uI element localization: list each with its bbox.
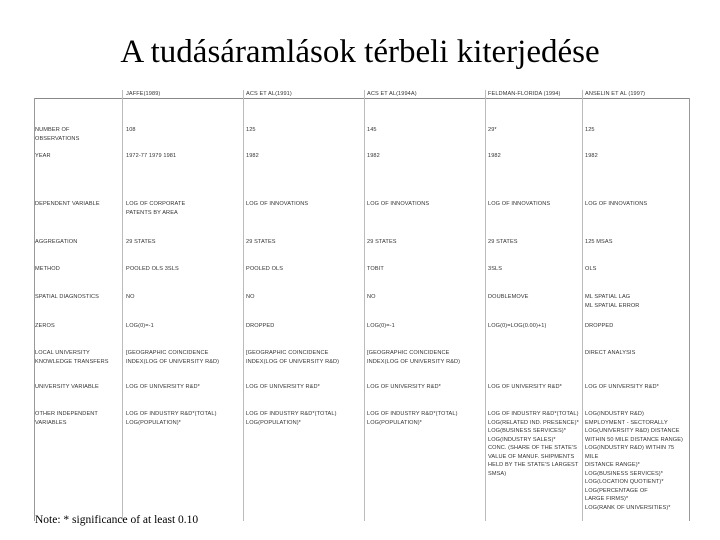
column-separator (582, 90, 583, 521)
table-cell: 1972-77 1979 1981 (126, 153, 177, 159)
table-cell: 1982 (585, 153, 598, 159)
row-label: ZEROS (35, 323, 55, 329)
table-cell: NO (126, 294, 135, 300)
table-cell: 125 (246, 127, 256, 133)
table-cell: 29 STATES (246, 239, 276, 245)
table-cell: OLS (585, 266, 597, 272)
row-label: YEAR (35, 153, 51, 159)
row-label: NUMBER OF OBSERVATIONS (35, 127, 80, 142)
slide-title: A tudásáramlások térbeli kiterjedése (120, 34, 600, 70)
table-cell: [GEOGRAPHIC COINCIDENCE INDEX(LOG OF UNIVERSITY R&D) (246, 350, 340, 365)
table-cell: LOG OF INNOVATIONS (585, 201, 648, 207)
table-cell: LOG OF INNOVATIONS (367, 201, 430, 207)
table-cell: LOG(0)=LOG(0.00)+1) (488, 323, 547, 329)
table-cell: 145 (367, 127, 377, 133)
table-cell: LOG OF CORPORATE PATENTS BY AREA (126, 201, 186, 216)
row-label: SPATIAL DIAGNOSTICS (35, 294, 99, 300)
table-cell: 3SLS (488, 266, 503, 272)
table-cell: TOBIT (367, 266, 384, 272)
table-cell: NO (246, 294, 255, 300)
table-cell: LOG OF UNIVERSITY R&D* (488, 384, 562, 390)
table-cell: POOLED OLS (246, 266, 284, 272)
table-cell: LOG OF INDUSTRY R&D*(TOTAL) LOG(POPULATION)* (367, 411, 458, 426)
table-cell: [GEOGRAPHIC COINCIDENCE INDEX(LOG OF UNIVERSITY R&D) (126, 350, 220, 365)
column-separator (485, 90, 486, 521)
table-right-border (689, 98, 690, 521)
table-cell: [GEOGRAPHIC COINCIDENCE INDEX(LOG OF UNIVERSITY R&D) (367, 350, 461, 365)
table-cell: LOG OF UNIVERSITY R&D* (585, 384, 659, 390)
table-left-border (34, 98, 35, 521)
table-cell: NO (367, 294, 376, 300)
table-cell: 29 STATES (126, 239, 156, 245)
table-cell: 29* (488, 127, 497, 133)
table-cell: POOLED OLS 3SLS (126, 266, 179, 272)
table-cell: 1982 (367, 153, 380, 159)
table-cell: DROPPED (246, 323, 275, 329)
column-separator (364, 90, 365, 521)
column-header: ANSELIN ET AL (1997) (585, 91, 646, 97)
row-label: DEPENDENT VARIABLE (35, 201, 100, 207)
row-label: UNIVERSITY VARIABLE (35, 384, 99, 390)
table-cell: LOG(0)=-1 (367, 323, 395, 329)
table-cell: 1982 (246, 153, 259, 159)
table-cell: 125 (585, 127, 595, 133)
comparison-table (34, 90, 690, 513)
column-header: ACS ET AL(1991) (246, 91, 292, 97)
table-cell: 29 STATES (367, 239, 397, 245)
table-cell: LOG OF INDUSTRY R&D*(TOTAL) LOG(POPULATION)* (126, 411, 217, 426)
table-cell: LOG(0)=-1 (126, 323, 154, 329)
table-cell: DIRECT ANALYSIS (585, 350, 636, 356)
table-cell: 108 (126, 127, 136, 133)
table-cell: LOG(INDUSTRY R&D) EMPLOYMENT - SECTORALLY LOG(UNIVERSITY R&D) DISTANCE WITHIN 50 MILE DISTANCE RANGE) LOG(INDUSTRY R&D) WITHIN 75 MILE DISTANCE RANGE)* LOG(BUSINESS SERVICES)* LOG(LOCATION QUOTIENT)* LOG(PERCENTAGE OF LARGE FIRMS)* LOG(RANK OF UNIVERSITIES)* (585, 411, 684, 511)
table-cell: LOG OF UNIVERSITY R&D* (126, 384, 200, 390)
table-cell: LOG OF INNOVATIONS (488, 201, 551, 207)
column-header: FELDMAN-FLORIDA (1994) (488, 91, 561, 97)
table-cell: LOG OF INNOVATIONS (246, 201, 309, 207)
row-label: METHOD (35, 266, 60, 272)
table-cell: LOG OF UNIVERSITY R&D* (246, 384, 320, 390)
row-label: OTHER INDEPENDENT VARIABLES (35, 411, 98, 426)
footnote: Note: * significance of at least 0.10 (35, 514, 199, 526)
table-cell: ML SPATIAL LAG ML SPATIAL ERROR (585, 294, 640, 309)
table-cell: 29 STATES (488, 239, 518, 245)
column-header: ACS ET AL(1994A) (367, 91, 417, 97)
table-cell: LOG OF UNIVERSITY R&D* (367, 384, 441, 390)
column-header: JAFFE(1989) (126, 91, 161, 97)
table-cell: DOUBLEMOVE (488, 294, 529, 300)
table-cell: 125 MSAS (585, 239, 613, 245)
table-cell: LOG OF INDUSTRY R&D*(TOTAL) LOG(RELATED IND. PRESENCE)* LOG(BUSINESS SERVICES)* LOG(INDUSTRY SALES)* CONC. (SHARE OF THE STATE'S VALUE OF MANUF. SHIPMENTS HELD BY THE STATE'S LARGEST SMSA) (488, 411, 579, 477)
table-cell: LOG OF INDUSTRY R&D*(TOTAL) LOG(POPULATION)* (246, 411, 337, 426)
row-label: AGGREGATION (35, 239, 78, 245)
row-label: LOCAL UNIVERSITY KNOWLEDGE TRANSFERS (35, 350, 109, 365)
table-cell: 1982 (488, 153, 501, 159)
table-cell: DROPPED (585, 323, 614, 329)
